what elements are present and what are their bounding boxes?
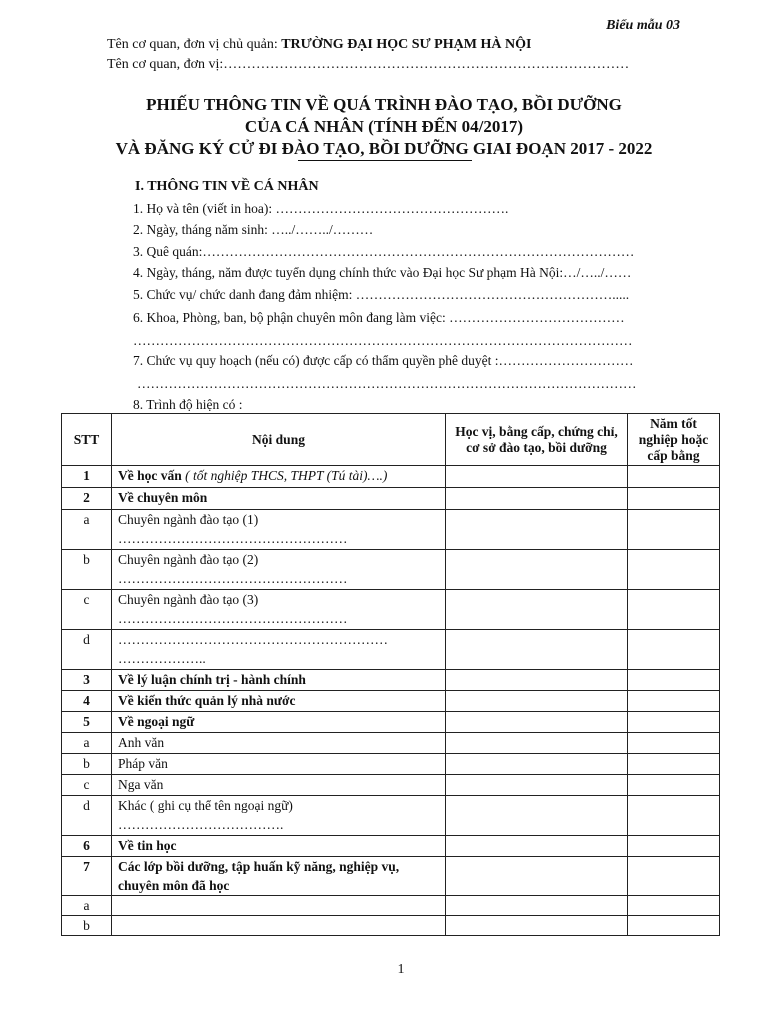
row-letter: a [62,733,112,754]
row-dots: …………………………………………… [118,611,348,626]
year-cell[interactable] [628,670,720,691]
year-cell[interactable] [628,550,720,590]
degree-cell[interactable] [446,466,628,488]
row-label[interactable] [112,896,446,916]
degree-cell[interactable] [446,796,628,836]
row-label [112,630,446,670]
degree-cell[interactable] [446,775,628,796]
year-cell[interactable] [628,916,720,936]
row-letter: d [62,630,112,670]
year-cell[interactable] [628,733,720,754]
row-text: …………………………………………………… [118,632,388,647]
degree-cell[interactable] [446,510,628,550]
field-qualifications: 8. Trình độ hiện có : [133,397,243,412]
table-row [62,510,720,550]
header-degree: Học vị, bằng cấp, chứng chỉ, cơ sở đào tạo, bồi dưỡng [446,414,628,466]
table-row [62,488,720,510]
row-label[interactable] [112,916,446,936]
table-row [62,836,720,857]
table-header-row [62,414,720,466]
field-department: 6. Khoa, Phòng, ban, bộ phận chuyên môn đang làm việc: ………………………………… [133,310,625,325]
row-letter: b [62,550,112,590]
table-row [62,796,720,836]
row-letter: c [62,775,112,796]
year-cell[interactable] [628,590,720,630]
table-row [62,691,720,712]
degree-cell[interactable] [446,590,628,630]
row-letter: d [62,796,112,836]
field-planned-position: 7. Chức vụ quy hoạch (nếu có) được cấp có thẩm quyền phê duyệt :………………………… [133,353,634,368]
title-underline [298,160,472,161]
table-row [62,775,720,796]
row-label: Nga văn [112,775,446,796]
year-cell[interactable] [628,466,720,488]
row-dots: …………………………………………… [118,531,348,546]
year-cell[interactable] [628,630,720,670]
year-cell[interactable] [628,510,720,550]
row-label-text: Về học vấn [118,468,182,483]
form-number: Biểu mẫu 03 [606,18,680,33]
degree-cell[interactable] [446,733,628,754]
row-note: ( tốt nghiệp THCS, THPT (Tú tài)….) [181,468,388,483]
degree-cell[interactable] [446,488,628,510]
year-cell[interactable] [628,488,720,510]
year-cell[interactable] [628,836,720,857]
row-letter: a [62,896,112,916]
title-line-2: CỦA CÁ NHÂN (TÍNH ĐẾN 04/2017) [244,117,524,136]
degree-cell[interactable] [446,630,628,670]
year-cell[interactable] [628,896,720,916]
table-row [62,630,720,670]
field-planned-position-continued: ………………………………………………………………………………………………… [137,376,637,391]
degree-cell[interactable] [446,857,628,896]
degree-cell[interactable] [446,754,628,775]
org-unit-line: Tên cơ quan, đơn vị:…………………………………………………………………………… [107,57,630,72]
table-row [62,896,720,916]
row-number: 6 [62,836,112,857]
table-row [62,590,720,630]
year-cell[interactable] [628,712,720,733]
header-year: Năm tốt nghiệp hoặc cấp bằng [628,414,720,466]
row-label: Về chuyên môn [112,488,446,510]
row-number: 4 [62,691,112,712]
field-hometown: 3. Quê quán:…………………………………………………………………………………… [133,244,635,259]
row-label [112,796,446,836]
row-label: Về ngoại ngữ [112,712,446,733]
row-letter: c [62,590,112,630]
row-number: 7 [62,857,112,896]
field-position: 5. Chức vụ/ chức danh đang đảm nhiệm: …………………………………………………..... [133,287,630,302]
field-department-continued: ………………………………………………………………………………………………… [133,333,633,348]
table-row [62,670,720,691]
row-label: Về kiến thức quản lý nhà nước [112,691,446,712]
header-stt: STT [62,414,112,466]
row-label [112,590,446,630]
row-dots: ……………….. [118,651,206,666]
table-row [62,712,720,733]
table-row [62,857,720,896]
title-line-1: PHIẾU THÔNG TIN VỀ QUÁ TRÌNH ĐÀO TẠO, BỒI DƯỠNG [146,95,622,114]
degree-cell[interactable] [446,836,628,857]
org-parent-line [107,37,531,53]
degree-cell[interactable] [446,712,628,733]
row-label: Về lý luận chính trị - hành chính [112,670,446,691]
org-parent-value: TRƯỜNG ĐẠI HỌC SƯ PHẠM HÀ NỘI [281,37,532,52]
row-text: Chuyên ngành đào tạo (1) [118,512,259,527]
qualifications-table [61,413,720,936]
degree-cell[interactable] [446,691,628,712]
row-number: 2 [62,488,112,510]
table-row [62,550,720,590]
section-heading: I. THÔNG TIN VỀ CÁ NHÂN [135,179,319,194]
year-cell[interactable] [628,754,720,775]
field-birth-date: 2. Ngày, tháng năm sinh: …../……../……… [133,222,374,237]
degree-cell[interactable] [446,550,628,590]
row-letter: a [62,510,112,550]
org-parent-label: Tên cơ quan, đơn vị chủ quản: [107,37,282,52]
header-content: Nội dung [112,414,446,466]
degree-cell[interactable] [446,896,628,916]
field-full-name: 1. Họ và tên (viết in hoa): ……………………………………………. [133,201,509,216]
year-cell[interactable] [628,857,720,896]
row-letter: b [62,916,112,936]
year-cell[interactable] [628,775,720,796]
row-label: Về tin học [112,836,446,857]
table-row [62,916,720,936]
row-label: Các lớp bồi dưỡng, tập huấn kỹ năng, nghiệp vụ, chuyên môn đã học [112,857,446,896]
degree-cell[interactable] [446,916,628,936]
year-cell[interactable] [628,796,720,836]
row-text: Khác ( ghi cụ thể tên ngoại ngữ) [118,798,293,813]
row-text: Chuyên ngành đào tạo (2) [118,552,259,567]
row-number: 1 [62,466,112,488]
page-number: 1 [397,962,405,977]
row-dots: …………………………………………… [118,571,348,586]
row-number: 3 [62,670,112,691]
field-hire-date: 4. Ngày, tháng, năm được tuyển dụng chính thức vào Đại học Sư phạm Hà Nội:…/…../…… [133,265,632,280]
row-text: Chuyên ngành đào tạo (3) [118,592,259,607]
year-cell[interactable] [628,691,720,712]
row-number: 5 [62,712,112,733]
row-label [112,550,446,590]
title-line-3: VÀ ĐĂNG KÝ CỬ ĐI ĐÀO TẠO, BỒI DƯỠNG GIAI ĐOẠN 2017 - 2022 [115,139,653,158]
row-letter: b [62,754,112,775]
table-row [62,733,720,754]
table-row [62,754,720,775]
row-label [112,466,446,488]
table-row [62,466,720,488]
degree-cell[interactable] [446,670,628,691]
row-dots: ………………………………. [118,817,284,832]
row-label: Anh văn [112,733,446,754]
row-label [112,510,446,550]
row-label: Pháp văn [112,754,446,775]
